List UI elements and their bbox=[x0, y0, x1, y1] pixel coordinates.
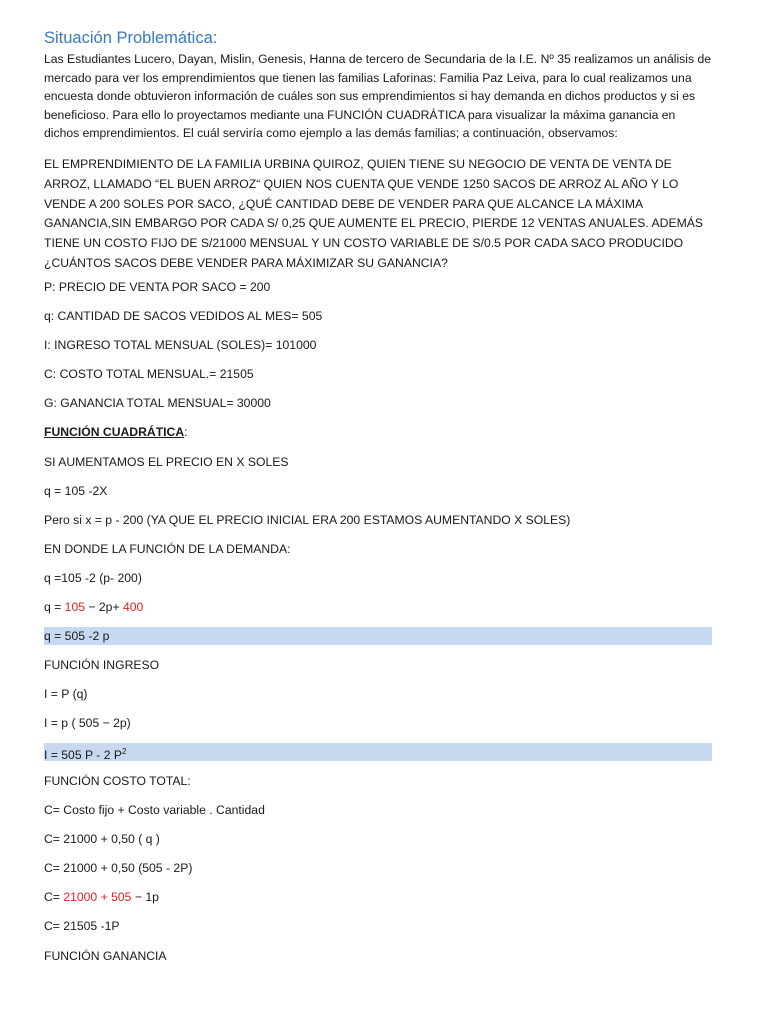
eq-cost-4-a: C= bbox=[44, 890, 64, 904]
heading-quadratic-label: FUNCIÓN CUADRÁTICA bbox=[44, 425, 185, 439]
section-title: Situación Problemática: bbox=[44, 29, 218, 47]
heading-quadratic-function bbox=[44, 423, 712, 441]
eq-income-1: I = P (q) bbox=[44, 687, 88, 701]
eq-cost-4-b: 21000 + 505 bbox=[63, 890, 132, 904]
eq-cost-5: C= 21505 -1P bbox=[44, 919, 120, 933]
eq-income-final-highlighted bbox=[44, 743, 712, 761]
eq-demand-3-c: − 2p+ bbox=[85, 600, 123, 614]
eq-cost-4 bbox=[44, 888, 712, 906]
line-pero: Pero si x = p - 200 (YA QUE EL PRECIO INICIAL ERA 200 ESTAMOS AUMENTANDO X SOLES) bbox=[44, 513, 571, 527]
heading-cost-function: FUNCIÓN COSTO TOTAL: bbox=[44, 774, 191, 788]
line-si-aumentamos: SI AUMENTAMOS EL PRECIO EN X SOLES bbox=[44, 455, 289, 469]
eq-demand-3 bbox=[44, 598, 712, 616]
eq-demand-3-a: q = bbox=[44, 600, 65, 614]
heading-colon: : bbox=[184, 425, 188, 439]
heading-income-function: FUNCIÓN INGRESO bbox=[44, 658, 160, 672]
eq-income-3-exponent: 2 bbox=[122, 747, 127, 756]
def-price: P: PRECIO DE VENTA POR SACO = 200 bbox=[44, 280, 271, 294]
eq-demand-1: q = 105 -2X bbox=[44, 484, 108, 498]
def-income: I: INGRESO TOTAL MENSUAL (SOLES)= 101000 bbox=[44, 338, 317, 352]
eq-demand-3-d: 400 bbox=[122, 600, 144, 614]
def-quantity: q: CANTIDAD DE SACOS VEDIDOS AL MES= 505 bbox=[44, 309, 323, 323]
def-profit: G: GANANCIA TOTAL MENSUAL= 30000 bbox=[44, 396, 271, 410]
def-cost: C: COSTO TOTAL MENSUAL.= 21505 bbox=[44, 367, 254, 381]
eq-income-2: I = p ( 505 − 2p) bbox=[44, 716, 131, 730]
eq-demand-2: q =105 -2 (p- 200) bbox=[44, 571, 142, 585]
eq-cost-2: C= 21000 + 0,50 ( q ) bbox=[44, 832, 160, 846]
eq-cost-4-c: − 1p bbox=[131, 890, 159, 904]
problem-statement: EL EMPRENDIMIENTO DE LA FAMILIA URBINA QUIROZ, QUIEN TIENE SU NEGOCIO DE VENTA DE VENTA DE ARROZ, LLAMADO “EL BUEN ARROZ“ QUIEN NOS CUENTA QUE VENDE 1250 SACOS DE ARROZ AL AÑO Y LO VENDE A 200 SOLES POR SACO, ¿QUÉ CANTIDAD DEBE DE VENDER PARA QUE ALCANCE LA MÁXIMA GANANCIA,SIN EMBARGO POR CADA S/ 0,25 QUE AUMENTE EL PRECIO, PIERDE 12 VENTAS ANUALES. ADEMÁS TIENE UN COSTO FIJO DE S/21000 MENSUAL Y UN COSTO VARIABLE DE S/0.5 POR CADA SACO PRODUCIDO ¿CUÁNTOS SACOS DEBE VENDER PARA MÁXIMIZAR SU GANANCIA? bbox=[44, 157, 703, 270]
eq-demand-3-b: 105 bbox=[64, 600, 86, 614]
line-en-donde: EN DONDE LA FUNCIÓN DE LA DEMANDA: bbox=[44, 542, 291, 556]
eq-cost-1: C= Costo fijo + Costo variable . Cantidad bbox=[44, 803, 265, 817]
eq-income-3-text: I = 505 P - 2 P bbox=[44, 748, 123, 763]
intro-paragraph: Las Estudiantes Lucero, Dayan, Mislin, Genesis, Hanna de tercero de Secundaria de la I.E. Nº 35 realizamos un análisis de mercado para ver los emprendimientos que tienen las familias Laforinas: Familia Paz Leiva, para lo cual realizamos una encuesta donde obtuvieron información de cuáles son sus emprendimientos si hay demanda en dichos productos y si es beneficioso. Para ello lo proyectamos mediante una FUNCIÓN CUADRÁTICA para visualizar la máxima ganancia en dichos emprendimientos. El cuál serviría como ejemplo a las demás familias; a continuación, observamos: bbox=[44, 52, 712, 141]
eq-cost-3: C= 21000 + 0,50 (505 - 2P) bbox=[44, 861, 193, 875]
heading-profit-function: FUNCIÓN GANANCIA bbox=[44, 949, 167, 963]
eq-demand-final-highlighted: q = 505 -2 p bbox=[44, 627, 712, 645]
